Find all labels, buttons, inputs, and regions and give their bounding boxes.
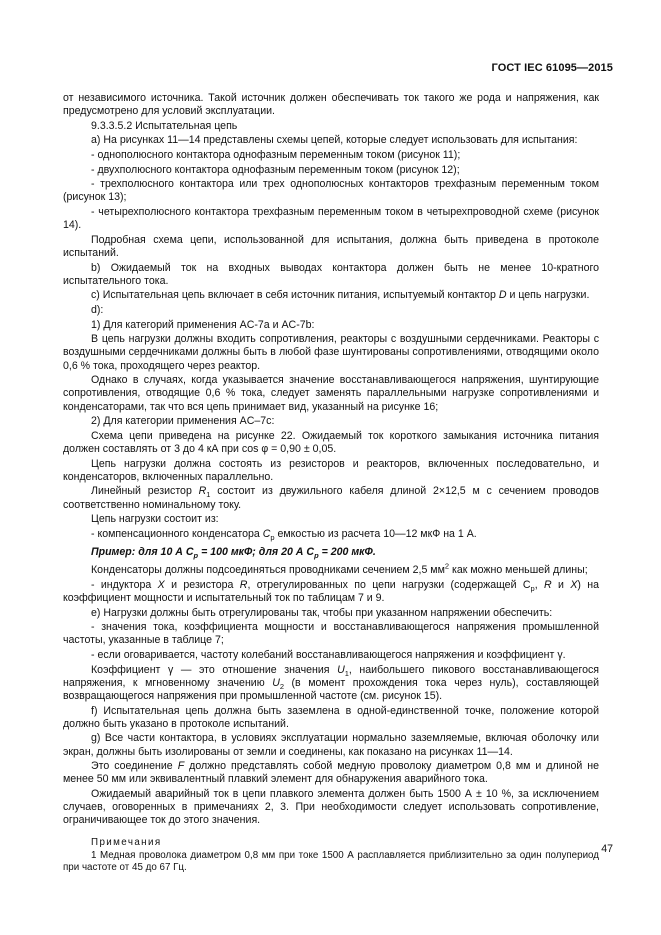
- symbol: R: [198, 485, 207, 498]
- list-item: - значения тока, коэффициента мощности и восстанавливающегося напряжения промышленной частоты, указанные в таблице 7;: [63, 621, 599, 647]
- paragraph: f) Испытательная цепь должна быть заземлена в одной-единственной точке, положение которой должно быть указано в протоколе испытаний.: [63, 704, 599, 730]
- paragraph: a) На рисунках 11—14 представлены схемы цепей, которые следует использовать для испытания:: [91, 134, 578, 147]
- list-item: - однополюсного контактора однофазным переменным током (рисунок 11);: [91, 148, 461, 161]
- list-item: [63, 528, 599, 541]
- list-item: - четырехполюсного контактора трехфазным переменным током в четырехпроводной схеме (рисунок 14).: [63, 205, 599, 232]
- subscript: 1: [344, 668, 349, 678]
- symbol: C: [185, 545, 194, 558]
- symbol: X: [157, 578, 165, 591]
- symbol: C: [262, 527, 271, 540]
- note-item: 1 Медная проволока диаметром 0,8 мм при токе 1500 А расплавляется приблизительно за один полупериод при частоте от 45 до 67 Гц.: [63, 850, 599, 874]
- text-run: = 100 мкФ; для 20 А: [198, 545, 307, 558]
- symbol: γ: [557, 648, 563, 661]
- paragraph: Цепь нагрузки должна состоять из резисторов и реакторов, включенных последовательно, и конденсаторов, включенных параллельно.: [63, 457, 599, 483]
- sub-heading: 2) Для категории применения AC–7c:: [91, 415, 275, 428]
- text-run: и цепь нагрузки.: [506, 289, 590, 302]
- paragraph: В цепь нагрузки должны входить сопротивления, реакторы с воздушными сердечниками. Реакторы с воздушными сердечниками должны быть в любой фазе шунтированы сопротивлениями, отводящими около 0,6 % тока, проходящего через реактор.: [63, 333, 599, 372]
- page-number: 47: [601, 843, 613, 855]
- symbol: γ: [167, 663, 174, 676]
- text-run: состоит из двужильного кабеля длиной 2×12,5 м с сечением проводов соответственно номинальному току.: [63, 485, 599, 511]
- paragraph: [63, 289, 599, 302]
- text-run: , наибольшего пикового восстанавливающегося напряжения, к мгновенному значению: [63, 663, 600, 689]
- paragraph: от независимого источника. Такой источник должен обеспечивать ток такого же рода и напряжения, как предусмотрено для условий эксплуатации.: [63, 92, 599, 118]
- paragraph: [63, 760, 599, 786]
- subscript: p: [193, 551, 199, 561]
- paragraph: [63, 664, 599, 704]
- text-run: Коэффициент: [91, 663, 168, 676]
- text-run: - индуктора: [91, 578, 158, 591]
- text-run: ) на коэффициент мощности и испытательный ток по таблицам 7 и 9.: [63, 578, 600, 604]
- paragraph: Подробная схема цепи, использованной для испытания, должна быть приведена в протоколе испытаний.: [63, 233, 599, 259]
- text-run: , отрегулированных по цепи нагрузки (содержащей C: [247, 578, 531, 591]
- paragraph: Ожидаемый аварийный ток в цепи плавкого элемента должен быть 1500 А ± 10 %, за исключением случаев, оговоренных в примечаниях 2, 3. При необходимости следует использовать сопротивление, ограничивающее ток до этого значения.: [63, 787, 599, 827]
- text-run: - компенсационного конденсатора: [91, 527, 263, 540]
- text-run: Это соединение: [91, 760, 178, 773]
- list-item: [63, 649, 599, 662]
- symbol: U: [337, 663, 345, 676]
- paragraph: e) Нагрузки должны быть отрегулированы так, чтобы при указанном напряжении обеспечить:: [91, 606, 553, 619]
- document-body: [63, 92, 599, 876]
- text-run: = 200 мкФ.: [318, 545, 376, 558]
- standard-header: ГОСТ IEC 61095—2015: [491, 62, 613, 74]
- symbol: R: [544, 578, 552, 591]
- subscript: 2: [279, 681, 285, 691]
- paragraph: Однако в случаях, когда указывается значение восстанавливающегося напряжения, шунтирующие сопротивления, отводящие 0,6 % тока, следует заменять параллельными нагрузке сопротивлениями и конденсаторами, так что вся цепь принимает вид, указанный на рисунке 16;: [63, 374, 599, 413]
- paragraph: g) Все части контактора, в условиях эксплуатации нормально заземляемые, включая оболочку или экран, должны быть изолированы от земли и соединены, как показано на рисунках 11—14.: [63, 732, 599, 758]
- subscript: p: [530, 583, 535, 593]
- text-run: емкостью из расчета 10—12 мкФ на 1 А.: [274, 527, 477, 540]
- text-run: c) Испытательная цепь включает в себя источник питания, испытуемый контактор: [91, 289, 499, 302]
- superscript: 2: [444, 561, 450, 571]
- notes-heading: Примечания: [91, 836, 162, 848]
- text-run: Конденсаторы должны подсоединяться проводниками сечением 2,5 мм: [91, 564, 445, 577]
- symbol: U: [272, 676, 280, 689]
- paragraph: [63, 561, 599, 577]
- text-run: .: [562, 648, 566, 661]
- text-run: Схема цепи приведена на рисунке 22. Ожидаемый ток короткого замыкания источника питания должен составлять от 3 до 4 кА при cos: [63, 429, 599, 455]
- list-item: - двухполюсного контактора однофазным переменным током (рисунок 12);: [91, 163, 460, 176]
- text-run: и: [551, 578, 571, 591]
- symbol: F: [177, 760, 185, 773]
- paragraph: d):: [91, 303, 104, 316]
- text-run: — это отношение значения: [173, 663, 338, 676]
- list-item: [63, 579, 599, 605]
- subscript: 1: [206, 490, 211, 500]
- paragraph: [63, 430, 599, 456]
- text-run: как можно меньшей длины;: [449, 564, 588, 577]
- paragraph: b) Ожидаемый ток на входных выводах контактора должен быть не менее 10-кратного испытательного тока.: [63, 261, 599, 287]
- section-heading: 9.3.3.5.2 Испытательная цепь: [91, 119, 238, 132]
- subscript: p: [314, 551, 319, 561]
- text-run: - если оговаривается, частоту колебаний восстанавливающегося напряжения и коэффициент: [91, 648, 558, 661]
- symbol: D: [498, 289, 507, 302]
- symbol: φ: [261, 442, 269, 455]
- text-run: (в момент прохождения тока через нуль), составляющей возвращающегося напряжения при промышленной частоте (см. рисунок 15).: [63, 676, 600, 702]
- symbol: C: [306, 545, 315, 558]
- list-item: - трехполюсного контактора или трех однополюсных контакторов трехфазным переменным током (рисунок 13);: [63, 178, 599, 204]
- subscript: p: [270, 532, 275, 542]
- text-run: Линейный резистор: [91, 485, 199, 498]
- symbol: R: [239, 578, 248, 591]
- symbol: X: [570, 578, 578, 591]
- example-line: [63, 546, 599, 559]
- text-run: = 0,90 ± 0,05.: [268, 442, 337, 455]
- paragraph: Цепь нагрузки состоит из:: [91, 513, 219, 526]
- sub-heading: 1) Для категорий применения AC-7a и AC-7b:: [91, 318, 315, 331]
- paragraph: [63, 485, 599, 511]
- text-run: должно представлять собой медную проволоку диаметром 0,8 мм и длиной не менее 50 мм или эквивалентный плавкий элемент для обнаружения аварийного тока.: [63, 760, 600, 786]
- text-run: ,: [534, 578, 544, 591]
- text-run: Пример: для 10 А: [91, 545, 186, 558]
- text-run: и резистора: [164, 578, 240, 591]
